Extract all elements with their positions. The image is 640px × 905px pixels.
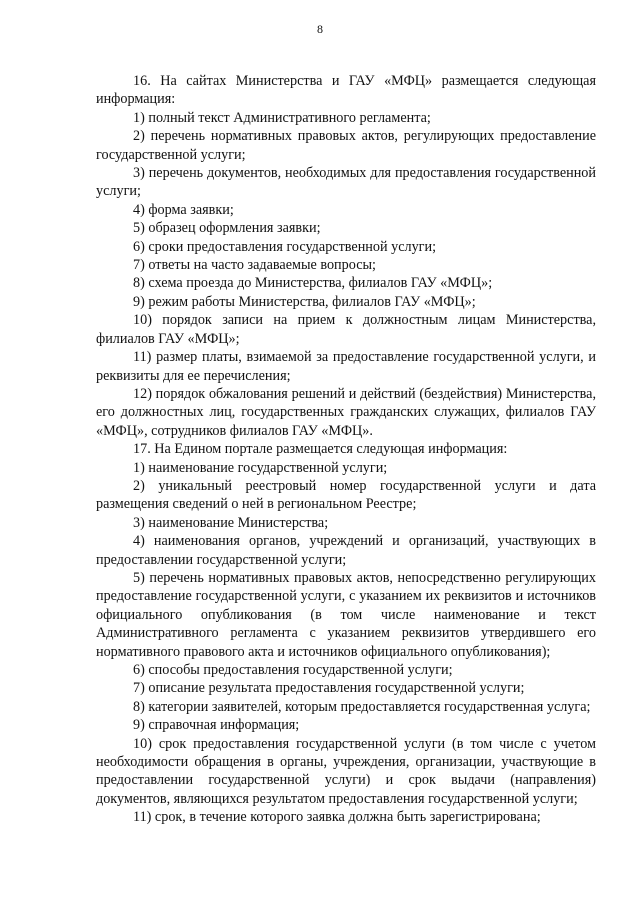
list-item-17-6: 6) способы предоставления государственной услуги;: [133, 662, 453, 678]
list-item-16-1: 1) полный текст Административного регламента;: [133, 109, 431, 126]
document-body: [96, 72, 596, 827]
list-item-16-10: 10) порядок записи на прием к должностным лицам Министерства, филиалов ГАУ «МФЦ»;: [96, 312, 596, 347]
list-item-17-8: 8) категории заявителей, которым предоставляется государственная услуга;: [133, 698, 591, 715]
list-item-17-2: 2) уникальный реестровый номер государственной услуги и дата размещения сведений о ней в региональном Реестре;: [96, 477, 596, 513]
list-item-16-2: 2) перечень нормативных правовых актов, регулирующих предоставление государственной услуги;: [96, 128, 596, 163]
list-item-17-9: 9) справочная информация;: [133, 717, 300, 734]
list-item-16-6: 6) сроки предоставления государственной услуги;: [133, 238, 437, 255]
paragraph-16-intro: 16. На сайтах Министерства и ГАУ «МФЦ» размещается следующая информация:: [96, 73, 596, 108]
list-item-16-3: 3) перечень документов, необходимых для предоставления государственной услуги;: [96, 165, 596, 200]
list-item-17-10: 10) срок предоставления государственной услуги (в том числе с учетом необходимости обращения в органы, учреждения, организации, участвующие в предоставлении государственной услуги) и срок выдачи (направления) документов, являющихся результатом предоставления государственной услуги;: [96, 735, 596, 807]
list-item-17-3: 3) наименование Министерства;: [133, 514, 329, 531]
list-item-16-8: 8) схема проезда до Министерства, филиалов ГАУ «МФЦ»;: [133, 275, 493, 292]
list-item-17-5: 5) перечень нормативных правовых актов, непосредственно регулирующих предоставление государственной услуги, с указанием их реквизитов и источников официального опубликования (в том числе наименование и текст Административного регламента с указанием реквизитов утвердившего его нормативного правового акта и источников официального опубликования);: [96, 569, 596, 660]
list-item-16-5: 5) образец оформления заявки;: [133, 220, 321, 237]
list-item-16-9: 9) режим работы Министерства, филиалов ГАУ «МФЦ»;: [133, 293, 476, 310]
list-item-17-4: 4) наименования органов, учреждений и организаций, участвующих в предоставлении государственной услуги;: [96, 533, 596, 568]
list-item-16-7: 7) ответы на часто задаваемые вопросы;: [133, 257, 376, 274]
paragraph-17-intro: 17. На Едином портале размещается следующая информация:: [133, 441, 508, 458]
list-item-16-12: 12) порядок обжалования решений и действий (бездействия) Министерства, его должностных лиц, государственных гражданских служащих, филиалов ГАУ «МФЦ», сотрудников филиалов ГАУ «МФЦ».: [96, 385, 596, 439]
list-item-16-4: 4) форма заявки;: [133, 201, 234, 218]
list-item-17-1: 1) наименование государственной услуги;: [133, 459, 388, 476]
list-item-17-11: 11) срок, в течение которого заявка должна быть зарегистрирована;: [133, 809, 541, 826]
page-number: 8: [317, 22, 323, 36]
list-item-17-7: 7) описание результата предоставления государственной услуги;: [133, 680, 525, 697]
list-item-16-11: 11) размер платы, взимаемой за предоставление государственной услуги, и реквизиты для ее перечисления;: [96, 349, 596, 384]
